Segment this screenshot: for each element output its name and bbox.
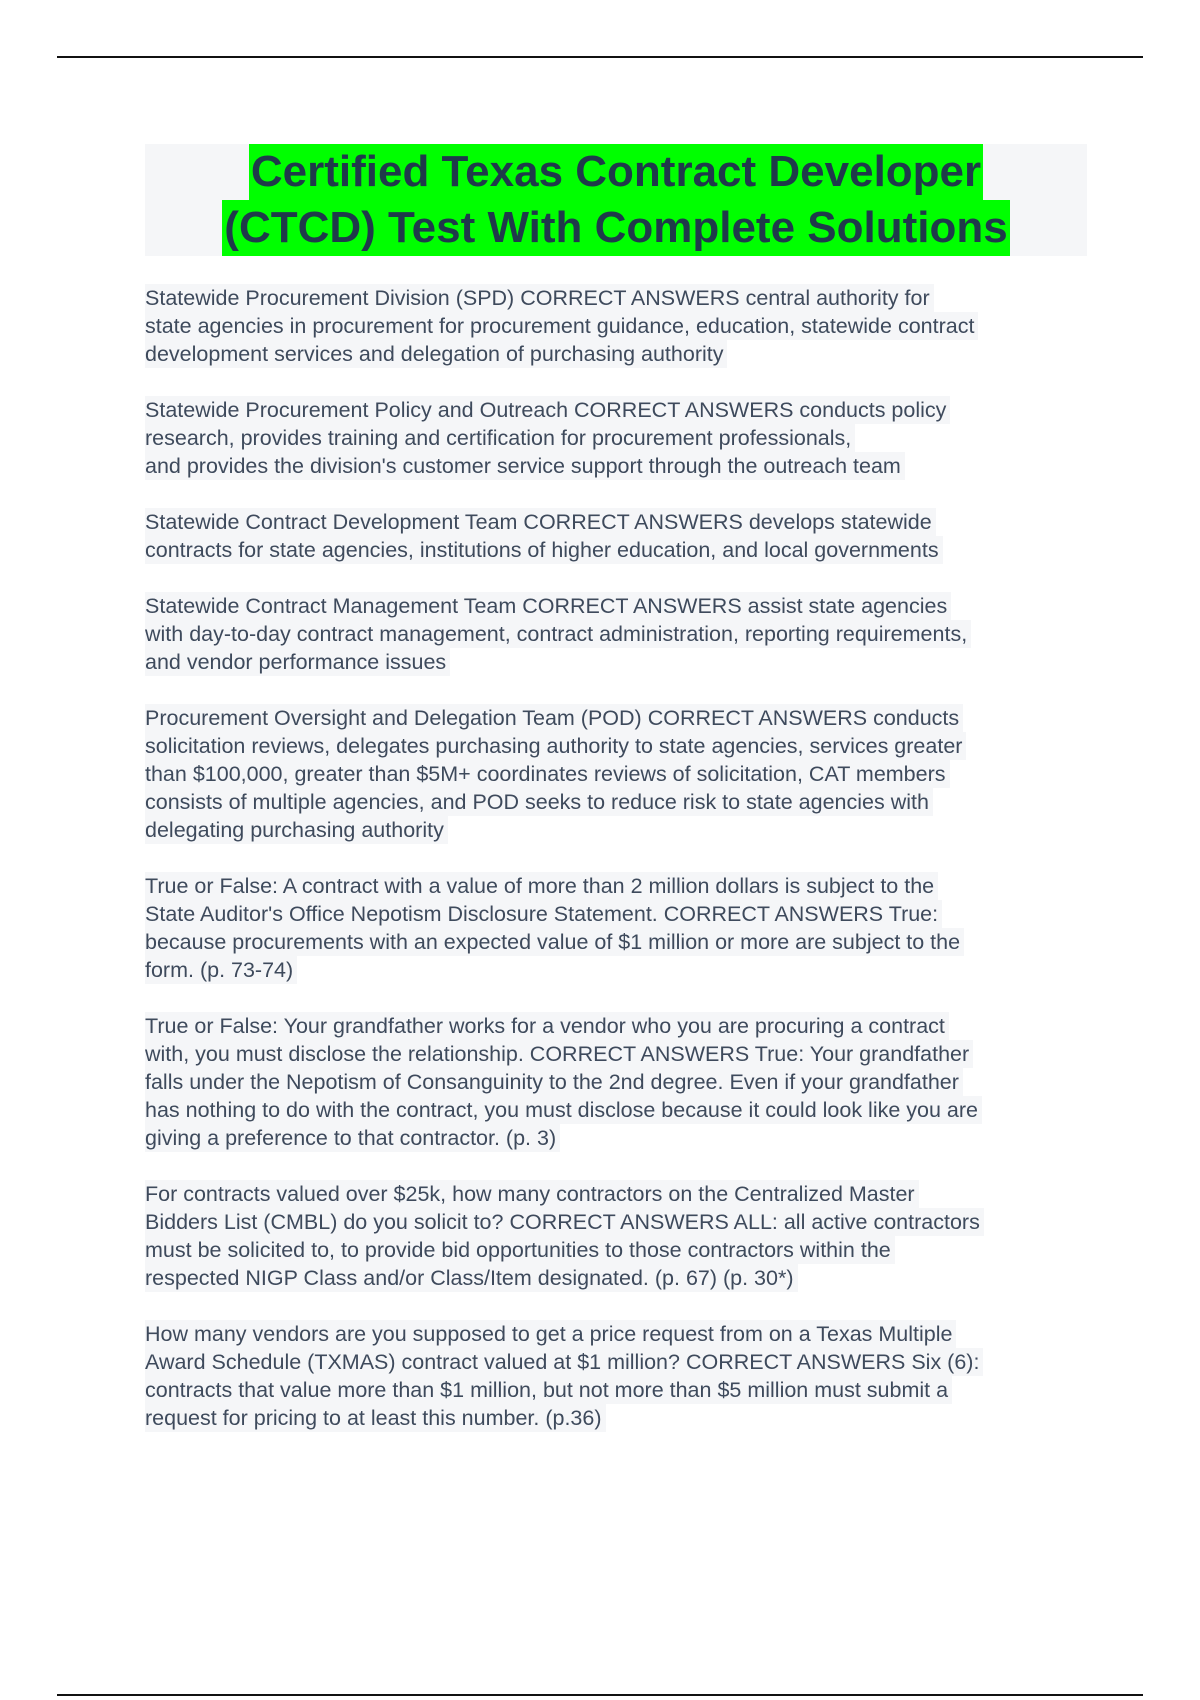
qa-line: research, provides training and certification for procurement professionals, bbox=[145, 424, 855, 452]
qa-line: state agencies in procurement for procurement guidance, education, statewide contract bbox=[145, 312, 978, 340]
qa-line: because procurements with an expected value of $1 million or more are subject to the bbox=[145, 928, 964, 956]
qa-line: giving a preference to that contractor. (p. 3) bbox=[145, 1124, 560, 1152]
qa-line: and provides the division's customer service support through the outreach team bbox=[145, 452, 905, 480]
qa-line: respected NIGP Class and/or Class/Item designated. (p. 67) (p. 30*) bbox=[145, 1264, 798, 1292]
qa-line: Statewide Procurement Policy and Outreach CORRECT ANSWERS conducts policy bbox=[145, 396, 950, 424]
qa-entry bbox=[145, 284, 1095, 368]
qa-line: Statewide Contract Management Team CORRECT ANSWERS assist state agencies bbox=[145, 592, 951, 620]
qa-line: delegating purchasing authority bbox=[145, 816, 448, 844]
qa-line: than $100,000, greater than $5M+ coordinates reviews of solicitation, CAT members bbox=[145, 760, 950, 788]
qa-entry bbox=[145, 872, 1095, 984]
qa-line: request for pricing to at least this number. (p.36) bbox=[145, 1404, 606, 1432]
qa-entry bbox=[145, 592, 1095, 676]
qa-line: with, you must disclose the relationship. CORRECT ANSWERS True: Your grandfather bbox=[145, 1040, 973, 1068]
qa-line: Bidders List (CMBL) do you solicit to? CORRECT ANSWERS ALL: all active contractors bbox=[145, 1208, 984, 1236]
title-line-1: Certified Texas Contract Developer bbox=[249, 144, 983, 200]
qa-line: For contracts valued over $25k, how many contractors on the Centralized Master bbox=[145, 1180, 919, 1208]
document-title bbox=[145, 144, 1087, 256]
qa-line: True or False: Your grandfather works for a vendor who you are procuring a contract bbox=[145, 1012, 949, 1040]
qa-line: contracts that value more than $1 million, but not more than $5 million must submit a bbox=[145, 1376, 952, 1404]
qa-entry bbox=[145, 508, 1095, 564]
qa-line: Statewide Procurement Division (SPD) CORRECT ANSWERS central authority for bbox=[145, 284, 934, 312]
qa-entry bbox=[145, 704, 1095, 844]
qa-entry bbox=[145, 1180, 1095, 1292]
qa-line: How many vendors are you supposed to get a price request from on a Texas Multiple bbox=[145, 1320, 956, 1348]
bottom-rule bbox=[57, 1694, 1143, 1696]
title-line-2: (CTCD) Test With Complete Solutions bbox=[222, 200, 1009, 256]
document-body bbox=[145, 284, 1095, 1460]
qa-line: True or False: A contract with a value of more than 2 million dollars is subject to the bbox=[145, 872, 938, 900]
qa-line: and vendor performance issues bbox=[145, 648, 450, 676]
qa-line: Award Schedule (TXMAS) contract valued at $1 million? CORRECT ANSWERS Six (6): bbox=[145, 1348, 983, 1376]
qa-line: falls under the Nepotism of Consanguinity to the 2nd degree. Even if your grandfather bbox=[145, 1068, 963, 1096]
qa-line: development services and delegation of purchasing authority bbox=[145, 340, 727, 368]
qa-line: Procurement Oversight and Delegation Team (POD) CORRECT ANSWERS conducts bbox=[145, 704, 963, 732]
qa-line: solicitation reviews, delegates purchasing authority to state agencies, services greater bbox=[145, 732, 966, 760]
qa-entry bbox=[145, 1012, 1095, 1152]
top-rule bbox=[57, 56, 1143, 58]
qa-line: must be solicited to, to provide bid opportunities to those contractors within the bbox=[145, 1236, 895, 1264]
qa-line: contracts for state agencies, institutions of higher education, and local governments bbox=[145, 536, 943, 564]
qa-line: form. (p. 73-74) bbox=[145, 956, 297, 984]
qa-line: has nothing to do with the contract, you must disclose because it could look like you are bbox=[145, 1096, 982, 1124]
qa-line: State Auditor's Office Nepotism Disclosure Statement. CORRECT ANSWERS True: bbox=[145, 900, 942, 928]
qa-entry bbox=[145, 396, 1095, 480]
qa-line: Statewide Contract Development Team CORRECT ANSWERS develops statewide bbox=[145, 508, 936, 536]
qa-entry bbox=[145, 1320, 1095, 1432]
qa-line: with day-to-day contract management, contract administration, reporting requirements, bbox=[145, 620, 971, 648]
qa-line: consists of multiple agencies, and POD seeks to reduce risk to state agencies with bbox=[145, 788, 933, 816]
